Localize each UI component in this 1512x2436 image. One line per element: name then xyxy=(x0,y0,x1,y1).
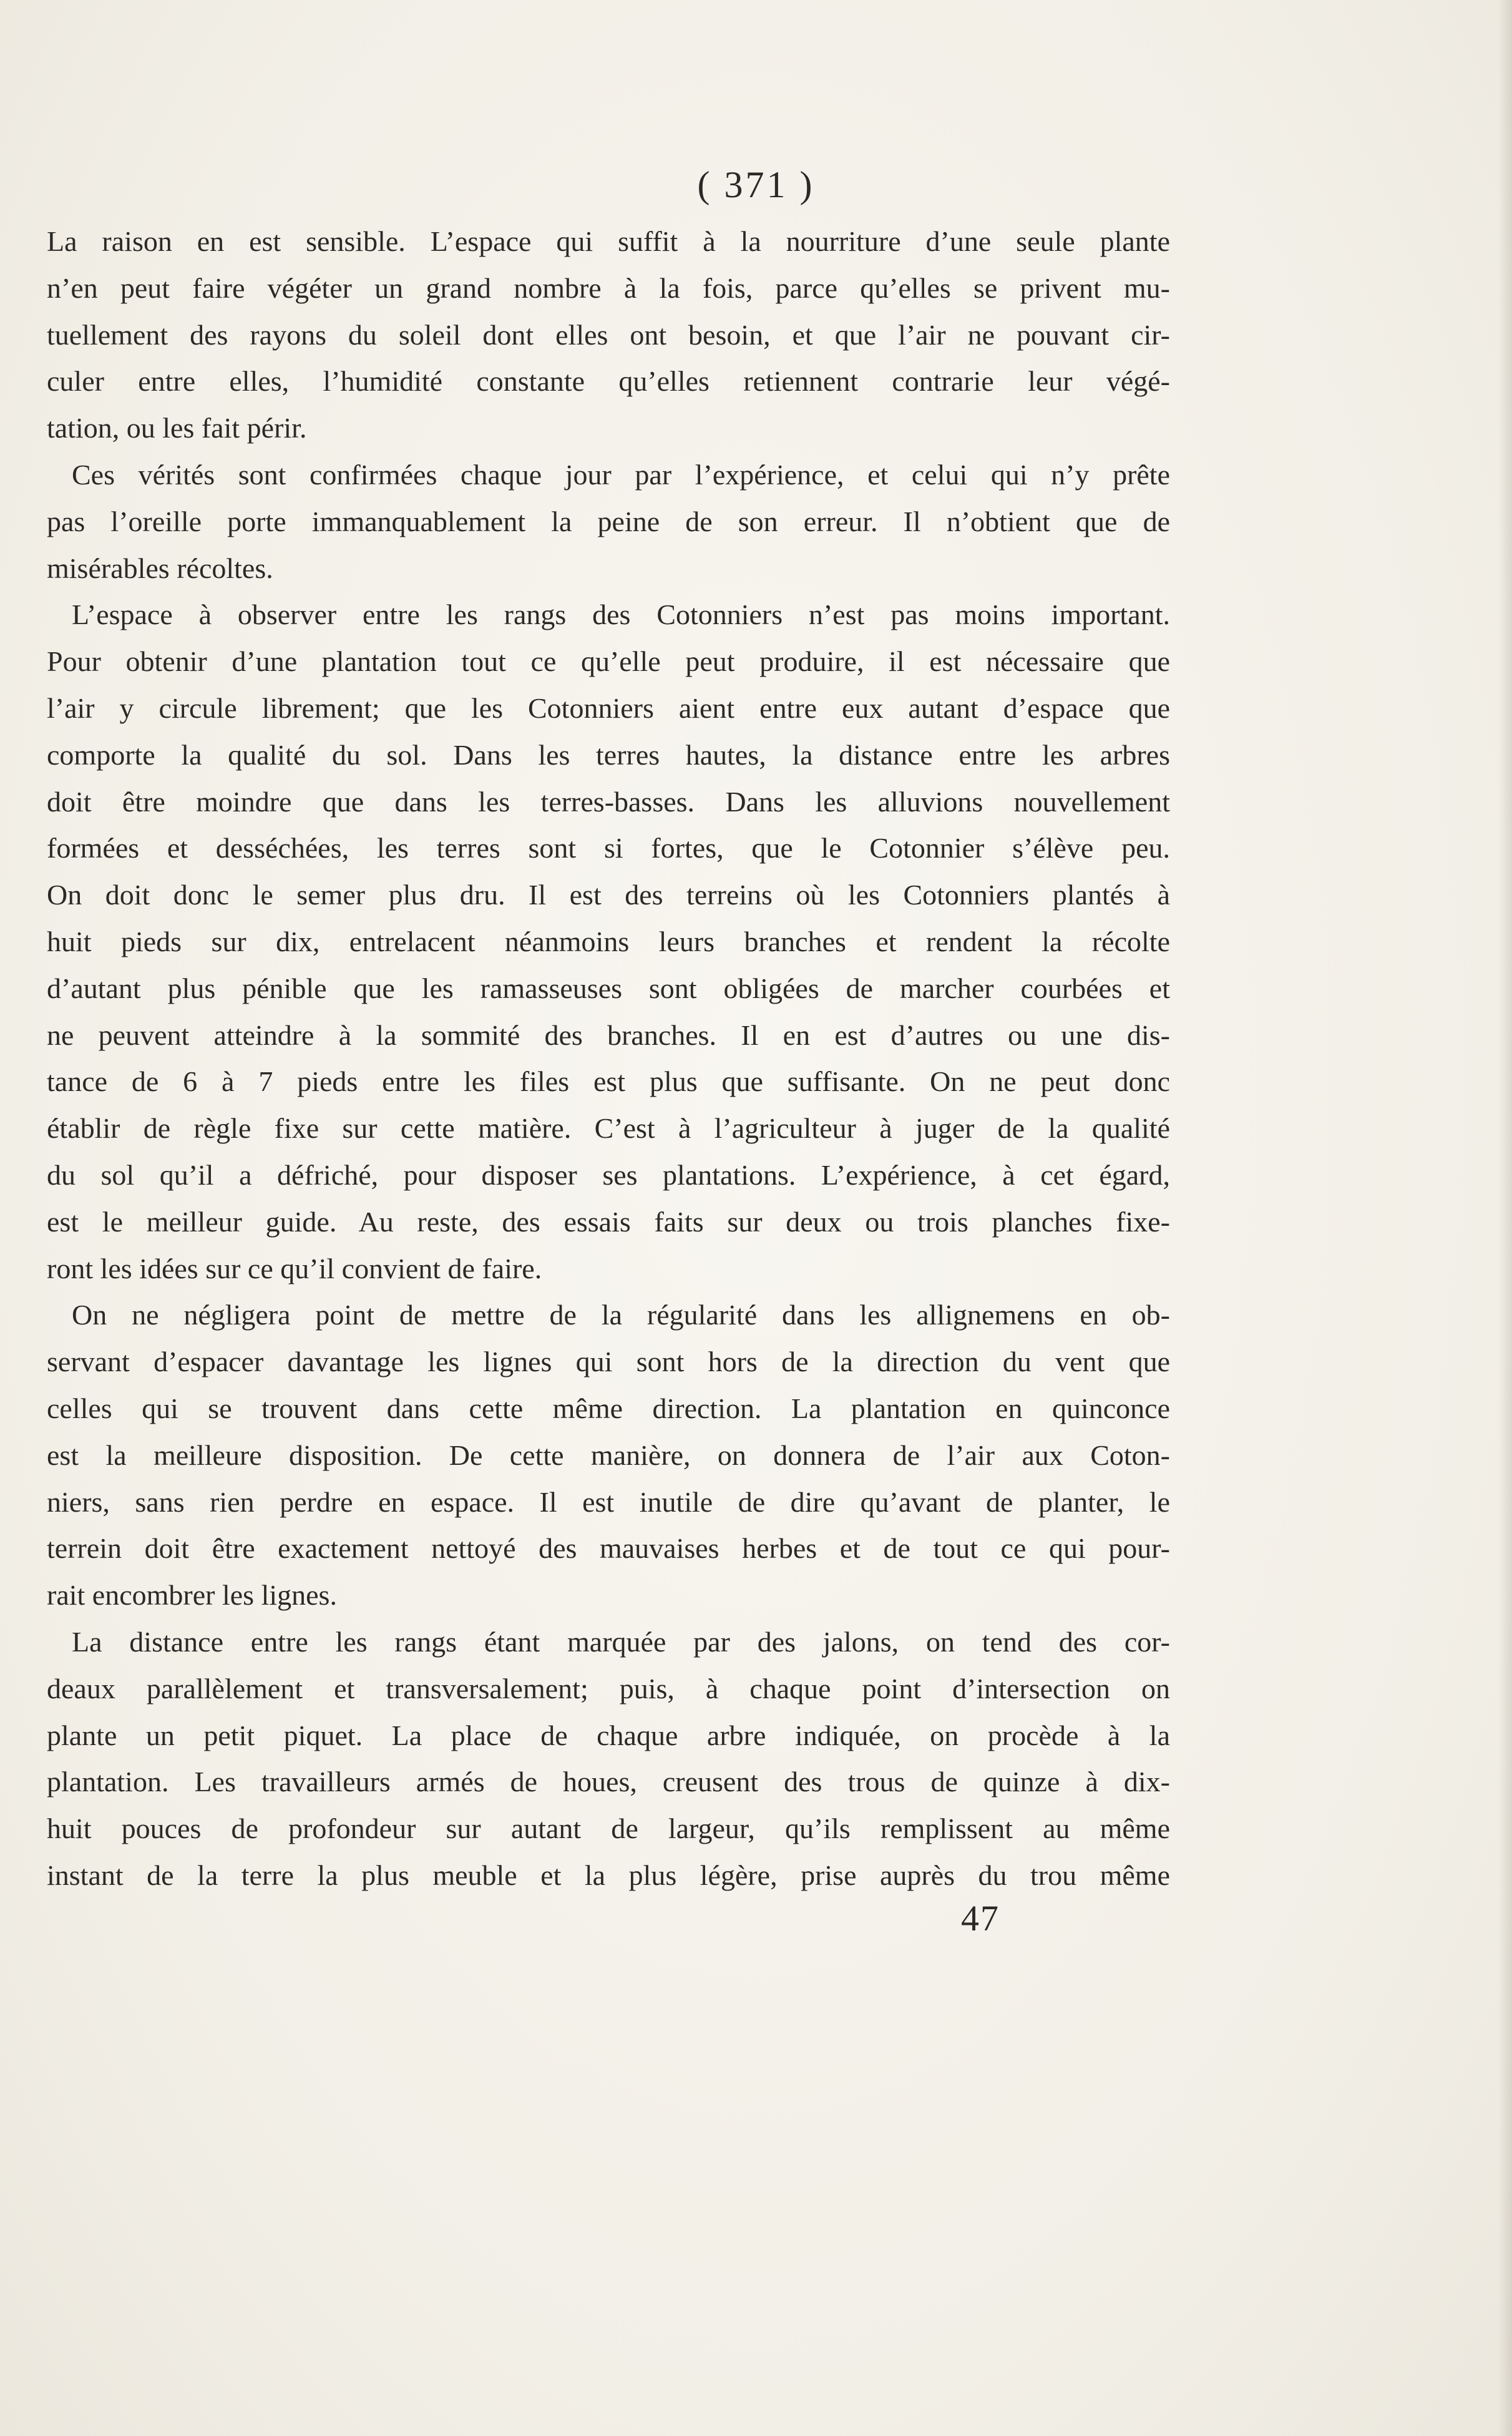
text-line: plante un petit piquet. La place de chaque arbre indiquée, on procède à la xyxy=(47,1719,1170,1751)
text-line: Pour obtenir d’une plantation tout ce qu’elle peut produire, il est nécessaire que xyxy=(47,645,1170,678)
text-line: huit pouces de profondeur sur autant de largeur, qu’ils remplissent au même xyxy=(47,1812,1170,1845)
text-line: misérables récoltes. xyxy=(47,552,273,584)
text-line: deaux parallèlement et transversalement; puis, à chaque point d’intersection on xyxy=(47,1672,1170,1705)
text-line: instant de la terre la plus meuble et la plus légère, prise auprès du trou même xyxy=(47,1859,1170,1891)
text-line: servant d’espacer davantage les lignes qui sont hors de la direction du vent que xyxy=(47,1346,1170,1378)
text-line: rait encombrer les lignes. xyxy=(47,1579,337,1612)
text-line: Ces vérités sont confirmées chaque jour par l’expérience, et celui qui n’y prête xyxy=(72,458,1170,491)
text-line: doit être moindre que dans les terres-basses. Dans les alluvions nouvellement xyxy=(47,785,1170,818)
text-line: ront les idées sur ce qu’il convient de faire. xyxy=(47,1252,542,1284)
text-line: La distance entre les rangs étant marquée par des jalons, on tend des cor- xyxy=(72,1625,1170,1658)
text-line: celles qui se trouvent dans cette même direction. La plantation en quinconce xyxy=(47,1392,1170,1424)
page-edge-shadow xyxy=(1498,0,1512,2436)
text-line: est la meilleure disposition. De cette manière, on donnera de l’air aux Coton- xyxy=(47,1439,1170,1471)
page-number: ( 371 ) xyxy=(697,164,815,205)
signature-mark: 47 xyxy=(961,1898,1000,1939)
text-line: On ne négligera point de mettre de la régularité dans les allignemens en ob- xyxy=(72,1299,1170,1331)
text-line: du sol qu’il a défriché, pour disposer ses plantations. L’expérience, à cet égard, xyxy=(47,1158,1170,1191)
text-line: huit pieds sur dix, entrelacent néanmoins leurs branches et rendent la récolte xyxy=(47,925,1170,957)
text-line: niers, sans rien perdre en espace. Il est inutile de dire qu’avant de planter, le xyxy=(47,1485,1170,1518)
text-line: pas l’oreille porte immanquablement la peine de son erreur. Il n’obtient que de xyxy=(47,505,1170,537)
text-line: La raison en est sensible. L’espace qui suffit à la nourriture d’une seule plante xyxy=(47,225,1170,257)
text-line: On doit donc le semer plus dru. Il est des terreins où les Cotonniers plantés à xyxy=(47,879,1170,911)
text-line: tuellement des rayons du soleil dont elles ont besoin, et que l’air ne pouvant cir- xyxy=(47,318,1170,351)
text-line: d’autant plus pénible que les ramasseuses sont obligées de marcher courbées et xyxy=(47,972,1170,1004)
text-line: terrein doit être exactement nettoyé des mauvaises herbes et de tout ce qui pour- xyxy=(47,1532,1170,1565)
text-line: culer entre elles, l’humidité constante qu’elles retiennent contrarie leur végé- xyxy=(47,365,1170,398)
text-line: établir de règle fixe sur cette matière. C’est à l’agriculteur à juger de la qualité xyxy=(47,1112,1170,1145)
text-line: comporte la qualité du sol. Dans les terres hautes, la distance entre les arbres xyxy=(47,738,1170,771)
text-line: plantation. Les travailleurs armés de houes, creusent des trous de quinze à dix- xyxy=(47,1766,1170,1798)
text-line: l’air y circule librement; que les Cotonniers aient entre eux autant d’espace que xyxy=(47,692,1170,724)
text-line: ne peuvent atteindre à la sommité des branches. Il en est d’autres ou une dis- xyxy=(47,1019,1170,1051)
text-line: n’en peut faire végéter un grand nombre à la fois, parce qu’elles se privent mu- xyxy=(47,271,1170,304)
body-text xyxy=(47,218,1170,1899)
text-line: est le meilleur guide. Au reste, des essais faits sur deux ou trois planches fixe- xyxy=(47,1205,1170,1238)
text-line: L’espace à observer entre les rangs des Cotonniers n’est pas moins important. xyxy=(72,599,1170,631)
text-line: tation, ou les fait périr. xyxy=(47,412,307,444)
text-line: formées et desséchées, les terres sont si fortes, que le Cotonnier s’élève peu. xyxy=(47,832,1170,864)
text-line: tance de 6 à 7 pieds entre les files est plus que suffisante. On ne peut donc xyxy=(47,1065,1170,1098)
